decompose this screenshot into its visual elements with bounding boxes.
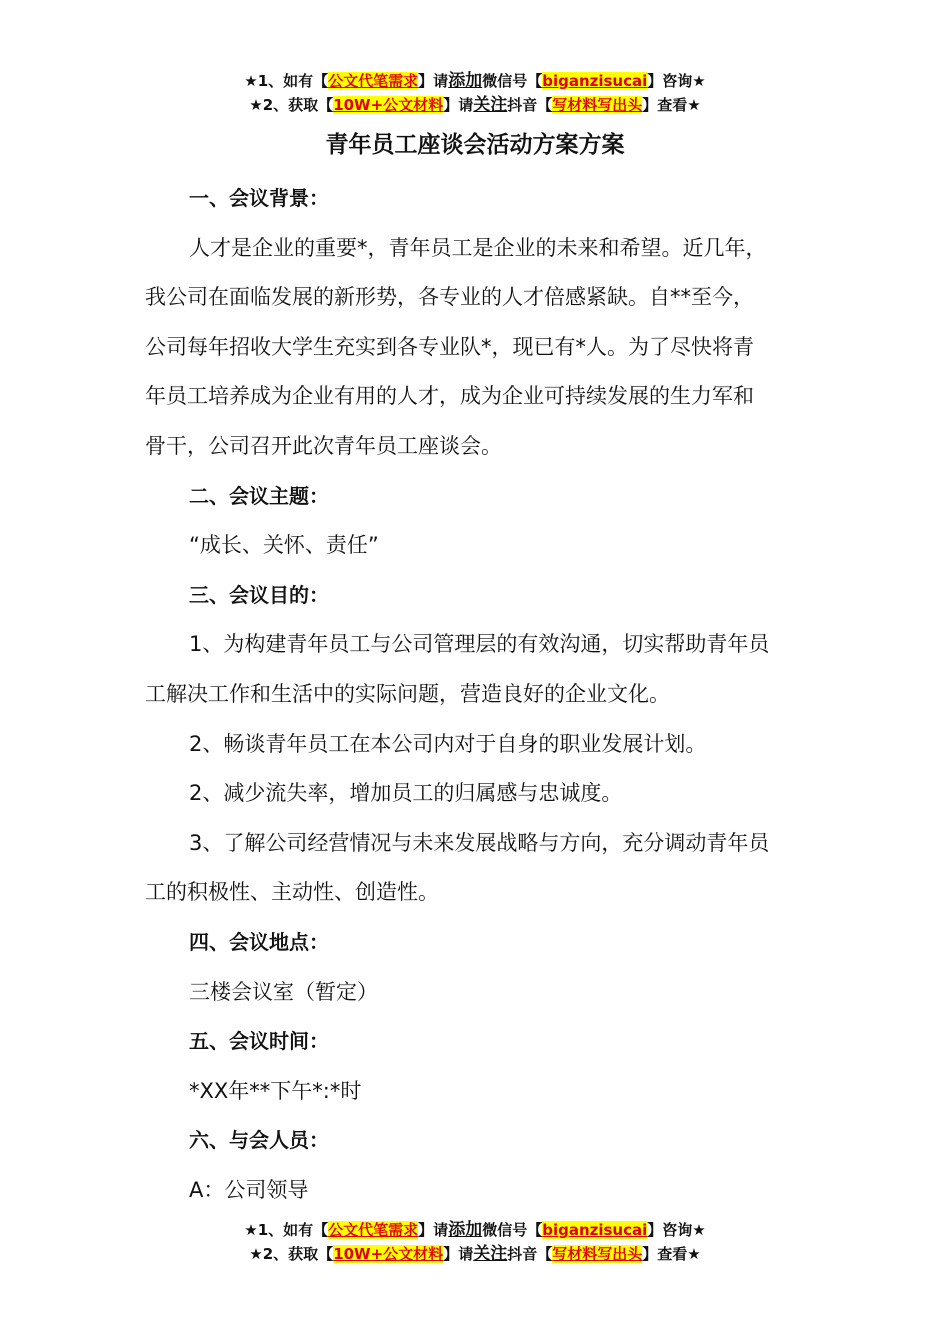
banner-text: 】查看★: [642, 96, 701, 114]
banner-highlight: 写材料写出头: [552, 96, 643, 114]
paragraph-line: 工解决工作和生活中的实际问题，营造良好的企业文化。: [145, 681, 670, 706]
banner-line-1: [0, 69, 950, 93]
paragraph-line: *XX年**下午*:*时: [189, 1078, 362, 1103]
paragraph-line: “成长、关怀、责任”: [189, 533, 379, 558]
banner-text: ★1、如有【: [244, 1221, 329, 1239]
banner-text: 】请: [443, 96, 474, 114]
paragraph-line: 2、畅谈青年员工在本公司内对于自身的职业发展计划。: [189, 731, 707, 756]
banner-highlight: 公文代笔需求: [328, 1221, 419, 1239]
paragraph-line: 2、减少流失率，增加员工的归属感与忠诚度。: [189, 781, 623, 806]
banner-highlight: biganzisucai: [542, 1221, 648, 1239]
banner-text: 抖音【: [507, 96, 553, 114]
section-heading: 四、会议地点：: [189, 929, 329, 954]
section-heading: 五、会议时间：: [189, 1029, 329, 1054]
banner-line-2: [0, 1242, 950, 1266]
banner-text: 】咨询★: [647, 72, 706, 90]
paragraph-line: 1、为构建青年员工与公司管理层的有效沟通，切实帮助青年员: [189, 632, 770, 657]
banner-highlight: 写材料写出头: [552, 1245, 643, 1263]
paragraph-line: 人才是企业的重要*，青年员工是企业的未来和希望。近几年，: [189, 235, 767, 260]
banner-text: ★2、获取【: [249, 96, 334, 114]
section-heading: 三、会议目的：: [189, 582, 329, 607]
banner-highlight: 10W+公文材料: [333, 96, 444, 114]
banner-text: 】咨询★: [647, 1221, 706, 1239]
banner-text: 】请: [418, 72, 449, 90]
document-body: [145, 174, 810, 1215]
bottom-banner: [0, 1218, 950, 1266]
paragraph-line: 3、了解公司经营情况与未来发展战略与方向，充分调动青年员: [189, 830, 770, 855]
banner-text: 】查看★: [642, 1245, 701, 1263]
paragraph-line: 年员工培养成为企业有用的人才，成为企业可持续发展的生力军和: [145, 384, 754, 409]
banner-text: 抖音【: [507, 1245, 553, 1263]
paragraph-line: 三楼会议室（暂定）: [189, 979, 378, 1004]
banner-text: 微信号【: [482, 1221, 543, 1239]
banner-highlight: 10W+公文材料: [333, 1245, 444, 1263]
banner-highlight: 公文代笔需求: [328, 72, 419, 90]
banner-underline: 添加: [448, 71, 483, 91]
banner-underline: 添加: [448, 1220, 483, 1240]
banner-text: 微信号【: [482, 72, 543, 90]
banner-text: ★1、如有【: [244, 72, 329, 90]
banner-highlight: biganzisucai: [542, 72, 648, 90]
section-heading: 六、与会人员：: [189, 1128, 329, 1153]
banner-underline: 关注: [473, 95, 508, 115]
banner-line-2: [0, 93, 950, 117]
paragraph-line: 公司每年招收大学生充实到各专业队*，现已有*人。为了尽快将青: [145, 334, 754, 359]
banner-text: 】请: [418, 1221, 449, 1239]
paragraph-line: 我公司在面临发展的新形势，各专业的人才倍感紧缺。自**至今，: [145, 285, 754, 310]
banner-text: 】请: [443, 1245, 474, 1263]
banner-text: ★2、获取【: [249, 1245, 334, 1263]
paragraph-line: A：公司领导: [189, 1177, 309, 1202]
banner-underline: 关注: [473, 1244, 508, 1264]
section-heading: 二、会议主题：: [189, 483, 329, 508]
top-banner: [0, 69, 950, 117]
paragraph-line: 工的积极性、主动性、创造性。: [145, 880, 439, 905]
document-title: 青年员工座谈会活动方案方案: [325, 132, 625, 158]
section-heading: 一、会议背景：: [189, 186, 329, 210]
paragraph-line: 骨干，公司召开此次青年员工座谈会。: [145, 433, 502, 458]
banner-line-1: [0, 1218, 950, 1242]
